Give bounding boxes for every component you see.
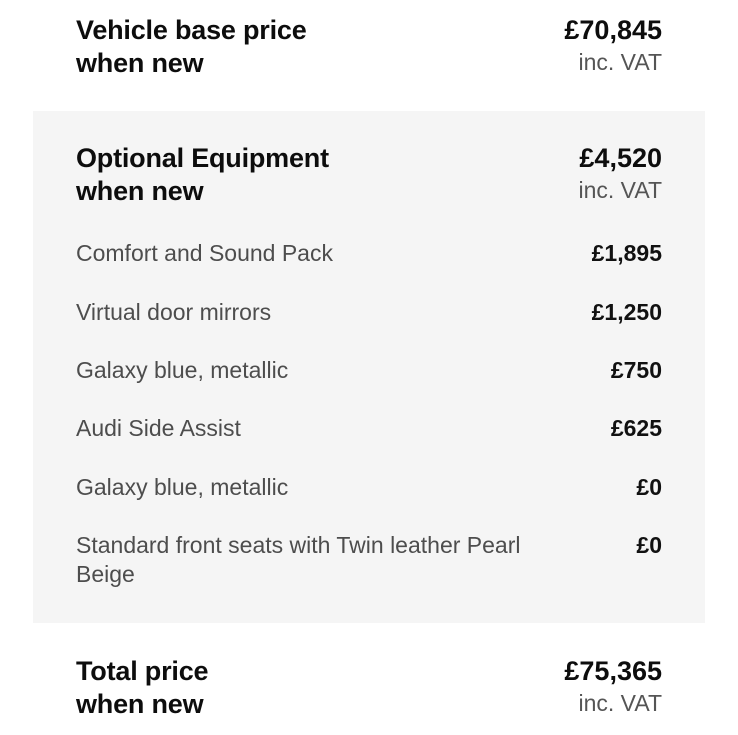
optional-equipment-header-row [76,142,662,208]
option-item-price: £625 [610,415,662,441]
optional-equipment-value-block [579,142,663,205]
option-item-label: Audi Side Assist [76,415,241,441]
option-item-label: Virtual door mirrors [76,299,272,325]
option-item-label: Galaxy blue, metallic [76,357,289,383]
total-price-title-line1: Total price [76,656,209,686]
option-item-price: £750 [610,357,662,383]
option-item-row [76,356,662,385]
optional-equipment-title-line1: Optional Equipment [76,143,329,173]
option-item-row [76,298,662,327]
optional-equipment-title-line2: when new [76,176,204,206]
option-item-price: £1,250 [591,299,662,325]
total-price-title-line2: when new [76,689,204,719]
option-item-row [76,414,662,443]
total-price-vat-note: inc. VAT [578,690,662,716]
base-price-title-line2: when new [76,48,204,78]
option-item-row [76,239,662,268]
option-item-price: £1,895 [591,240,662,266]
option-item-label: Galaxy blue, metallic [76,474,289,500]
base-price-vat-note: inc. VAT [578,49,662,75]
base-price-title-line1: Vehicle base price [76,15,307,45]
optional-equipment-amount: £4,520 [579,143,662,173]
option-item-label: Standard front seats with Twin leather Pearl Beige [76,532,521,587]
total-price-value-block [564,655,662,718]
option-item-label: Comfort and Sound Pack [76,240,333,266]
option-item-price: £0 [636,474,662,500]
base-price-amount: £70,845 [564,15,662,45]
base-price-value-block [564,14,662,77]
option-item-price: £0 [636,532,662,558]
option-item-row [76,531,662,589]
option-item-row [76,473,662,502]
total-price-amount: £75,365 [564,656,662,686]
optional-equipment-title [76,142,329,208]
optional-equipment-vat-note: inc. VAT [578,177,662,203]
base-price-row [76,14,662,80]
total-price-row [76,655,662,721]
total-price-title [76,655,208,721]
base-price-title [76,14,307,80]
